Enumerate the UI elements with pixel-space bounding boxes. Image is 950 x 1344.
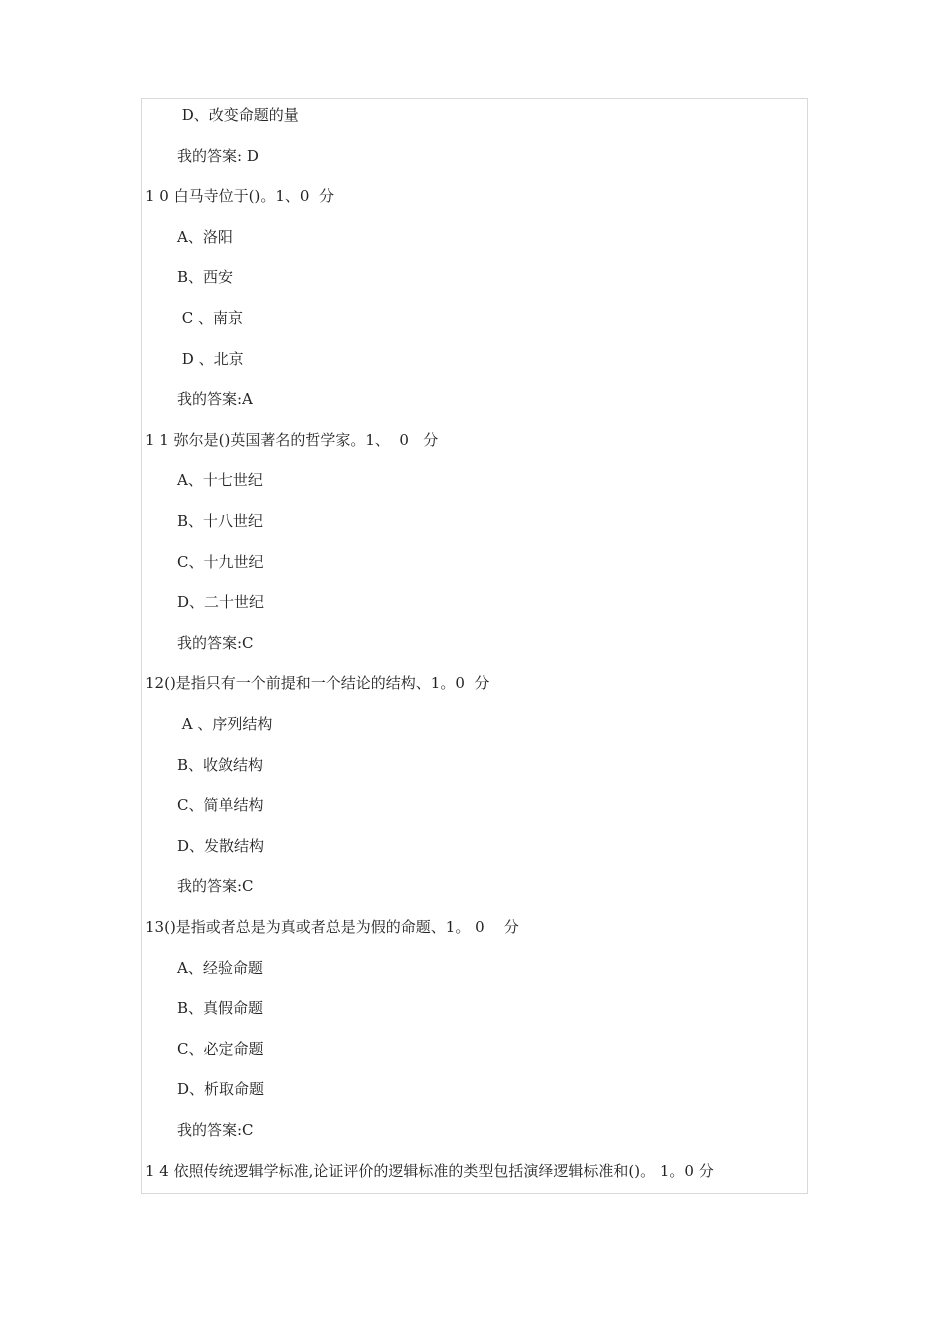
question-text: 12()是指只有一个前提和一个结论的结构、1。0 分 [145,674,490,692]
my-answer: 我的答案:C [177,877,254,895]
answer-option: B、西安 [177,268,234,286]
answer-option: D、二十世纪 [177,593,265,611]
answer-option: C、十九世纪 [177,553,264,571]
question-text: 1 0 白马寺位于()。1、0 分 [145,187,334,205]
answer-option: A、洛阳 [177,228,233,246]
answer-option: B、收敛结构 [177,756,264,774]
answer-option: D、发散结构 [177,837,265,855]
answer-option: D、析取命题 [177,1080,265,1098]
answer-option: C、简单结构 [177,796,264,814]
answer-option: B、十八世纪 [177,512,264,530]
answer-option: A、经验命题 [177,959,263,977]
answer-option: D 、北京 [177,350,244,368]
answer-option: A、十七世纪 [177,471,263,489]
question-text: 1 1 弥尔是()英国著名的哲学家。1、 0 分 [145,431,439,449]
answer-option: B、真假命题 [177,999,264,1017]
question-text: 13()是指或者总是为真或者总是为假的命题、1。 0 分 [145,918,519,936]
question-text: 1 4 依照传统逻辑学标准,论证评价的逻辑标准的类型包括演绎逻辑标准和()。 1。0 分 [145,1162,714,1180]
answer-option: C、必定命题 [177,1040,264,1058]
my-answer: 我的答案:A [177,390,253,408]
answer-option: A 、序列结构 [177,715,273,733]
answer-option: D、改变命题的量 [177,106,299,124]
my-answer: 我的答案:C [177,634,254,652]
my-answer: 我的答案: D [177,147,259,165]
answer-option: C 、南京 [177,309,244,327]
my-answer: 我的答案:C [177,1121,254,1139]
